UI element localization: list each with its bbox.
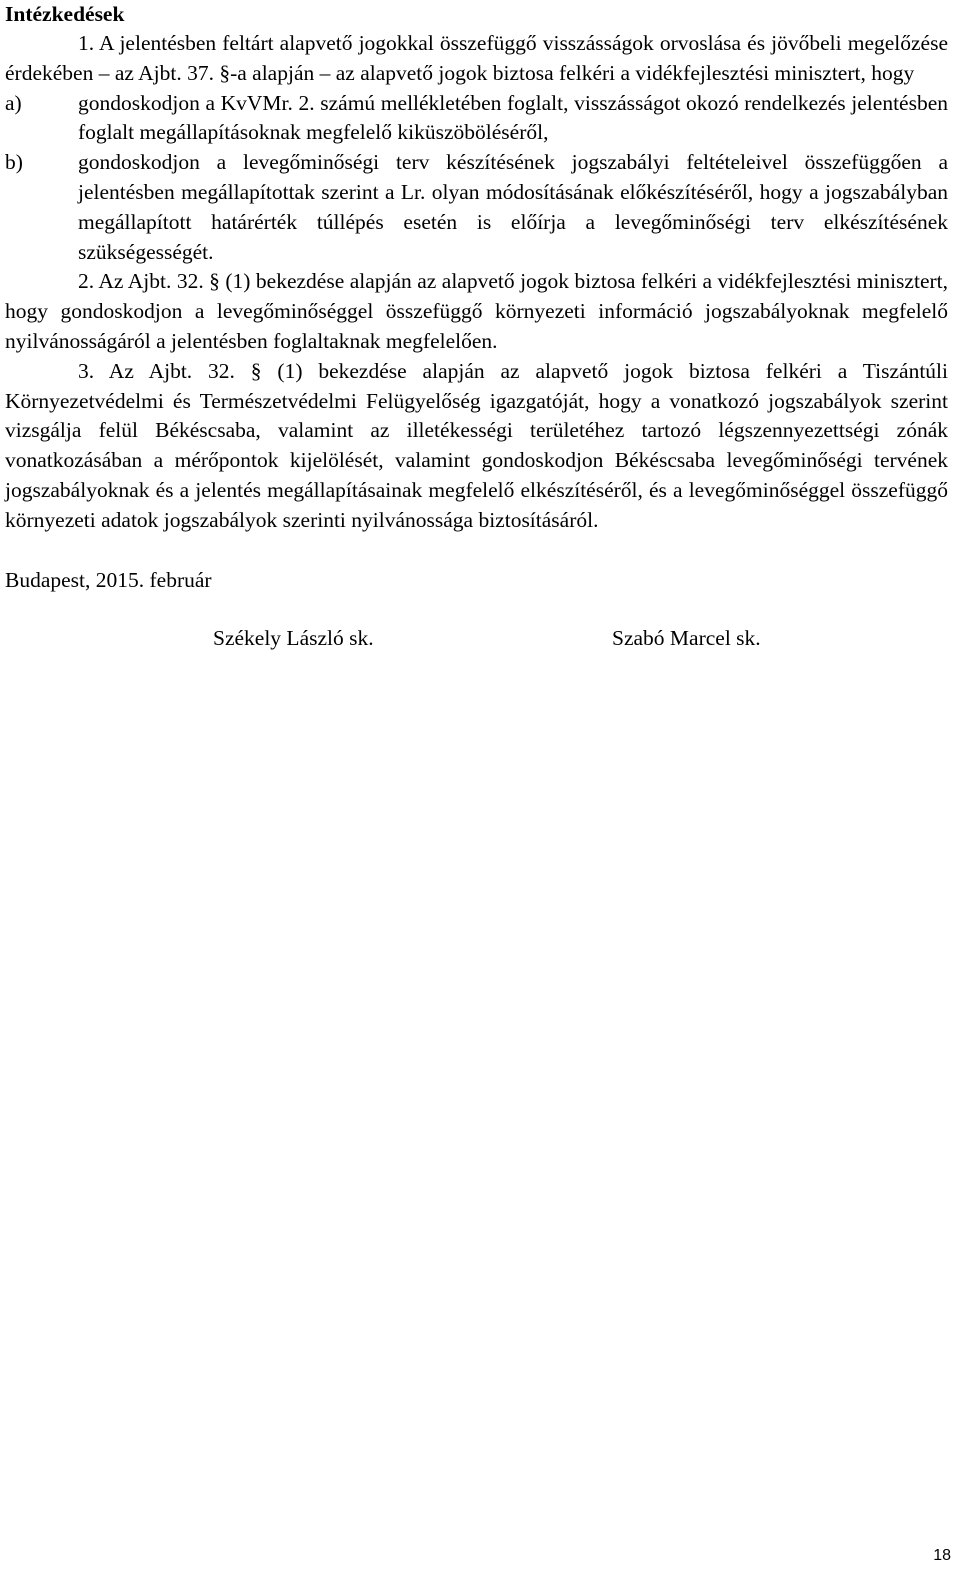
place-and-date: Budapest, 2015. február: [5, 567, 212, 592]
subpoint-a-marker: a): [5, 90, 22, 115]
measure-item-1-subpoint-b: [5, 148, 948, 267]
subpoint-b-marker: b): [5, 150, 23, 175]
signature-szabo: Szabó Marcel sk.: [612, 626, 761, 651]
measure-item-2: 2. Az Ajbt. 32. § (1) bekezdése alapján az alapvető jogok biztosa felkéri a vidékfejlesztési minisztert, hogy gondoskodjon a levegőminőséggel összefüggő környezeti információ jogszabályoknak megfelelő nyilvánosságáról a jelentésben foglaltaknak megfelelően.: [5, 269, 948, 353]
subpoint-b-text: gondoskodjon a levegőminőségi terv készítésének jogszabályi feltételeivel összefüggően a jelentésben megállapítottak szerint a Lr. olyan módosításának előkészítéséről, hogy a jogszabályban megállapított határérték túllépés esetén is előírja a levegőminőségi terv elkészítésének szükségességét.: [78, 150, 948, 264]
measure-item-1: 1. A jelentésben feltárt alapvető jogokkal összefüggő visszásságok orvoslása és jövőbeli megelőzése érdekében – az Ajbt. 37. §-a alapján – az alapvető jogok biztosa felkéri a vidékfejlesztési minisztert, hogy: [5, 31, 948, 85]
document-page: [5, 0, 948, 654]
section-heading: Intézkedések: [5, 2, 125, 26]
page-number: 18: [933, 1547, 951, 1564]
measure-item-3: 3. Az Ajbt. 32. § (1) bekezdése alapján az alapvető jogok biztosa felkéri a Tiszántúli Környezetvédelmi és Természetvédelmi Felügyelőség igazgatóját, hogy a vonatkozó jogszabályok szerint vizsgálja felül Békéscsaba, valamint az illetékességi területéhez tartozó légszennyezettségi zónák vonatkozásában a mérőpontok kijelölését, valamint gondoskodjon Békéscsaba levegőminőségi tervének jogszabályoknak és a jelentés megállapításainak megfelelő elkészítéséről, és a levegőminőséggel összefüggő környezeti adatok jogszabályok szerinti nyilvánossága biztosításáról.: [5, 358, 948, 532]
signature-szekely: Székely László sk.: [213, 626, 374, 651]
measure-item-1-subpoint-a: [5, 89, 948, 149]
signature-block: [5, 624, 948, 654]
subpoint-a-text: gondoskodjon a KvVMr. 2. számú mellékletében foglalt, visszásságot okozó rendelkezés jelentésben foglalt megállapításoknak megfelelő kiküszöböléséről,: [78, 90, 948, 145]
